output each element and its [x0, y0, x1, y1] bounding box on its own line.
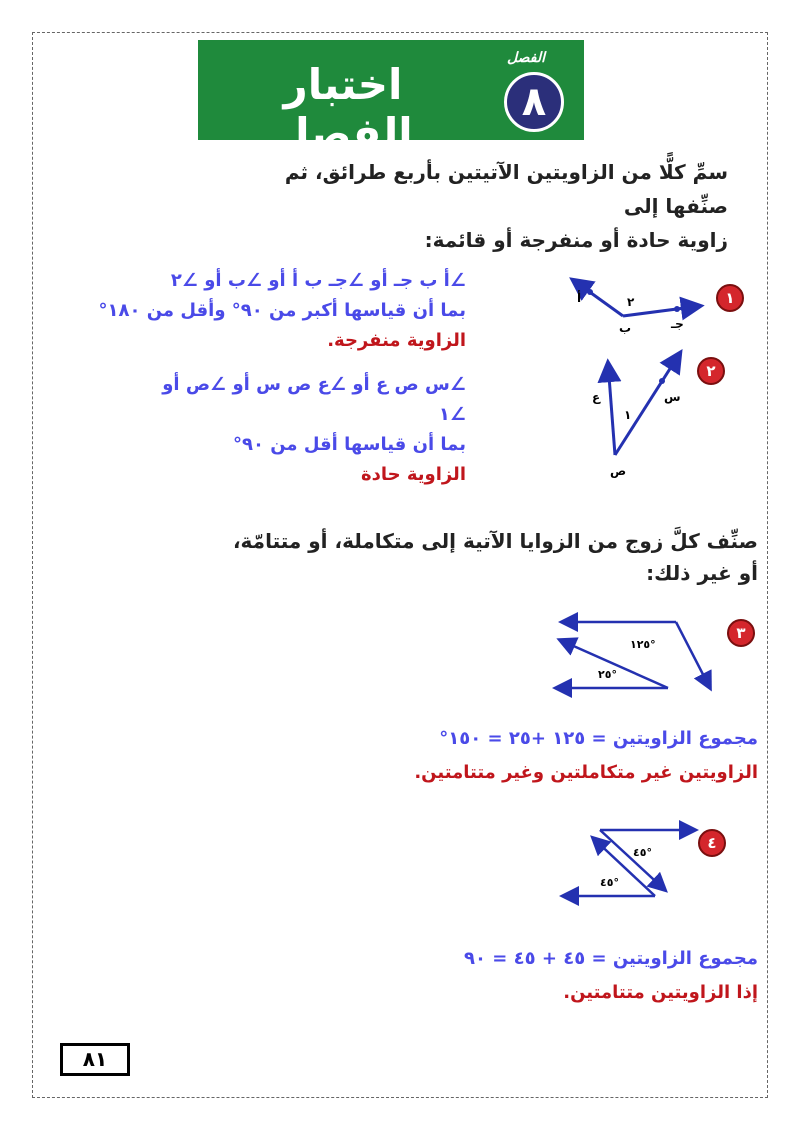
question-4-answer: [400, 942, 758, 1010]
fig2-label-e: ع: [592, 390, 601, 404]
q2-angle-names-line-1: ∠س ص ع أو ∠ع ص س أو ∠ص أو: [162, 374, 466, 395]
question-3-answer: [400, 722, 758, 790]
fig3-angle-2: ٢٥°: [598, 668, 617, 681]
instruction-2: [140, 525, 758, 589]
q2-reason: بما أن قياسها أقل من ٩٠°: [232, 434, 466, 455]
banner-title: اختبار الفصل: [273, 60, 413, 158]
page-number: ٨١: [60, 1043, 130, 1076]
question-1-figure: [555, 268, 715, 338]
q4-sum: مجموع الزاويتين = ٤٥ + ٤٥ = ٩٠: [464, 948, 758, 969]
question-4-number: ٤: [698, 829, 726, 857]
q1-angle-names: ∠أ ب جـ أو ∠جـ ب أ أو ∠ب أو ∠٢: [170, 270, 466, 291]
q2-result: الزاوية حادة: [360, 464, 466, 485]
q3-result: الزاويتين غير متكاملتين وغير متتامتين.: [414, 762, 758, 783]
fig1-label-b: ب: [619, 321, 632, 335]
chapter-banner: [198, 40, 584, 158]
q4-result: إذا الزاويتين متتامتين.: [563, 982, 758, 1003]
fig2-angle-label: ١: [624, 408, 632, 422]
q2-angle-names-line-2: ∠١: [438, 404, 466, 425]
instruction-2-line-1: صنِّف كلَّ زوج من الزوايا الآتية إلى متكاملة، أو متتامّة،: [232, 529, 758, 553]
instruction-1: [230, 155, 728, 257]
fig1-angle-label: ٢: [627, 295, 635, 309]
question-2-answer: [60, 370, 466, 490]
fig4-angle-1: ٤٥°: [633, 846, 652, 859]
instruction-2-line-2: أو غير ذلك:: [646, 561, 758, 585]
question-2-number: ٢: [697, 357, 725, 385]
q3-sum: مجموع الزاويتين = ١٢٥ +٢٥ = ١٥٠°: [439, 728, 758, 749]
question-2-figure: [580, 345, 700, 480]
q1-reason: بما أن قياسها أكبر من ٩٠° وأقل من ١٨٠°: [98, 300, 466, 321]
fig2-label-s: س: [664, 390, 681, 404]
chapter-label: الفصل: [507, 50, 545, 66]
instruction-1-line-1: سمِّ كلًّا من الزاويتين الآتيتين بأربع طرائق، ثم صنِّفها إلى: [284, 160, 728, 218]
fig1-label-c: جـ: [671, 317, 684, 331]
chapter-number-badge: ٨: [504, 72, 564, 132]
question-3-number: ٣: [727, 619, 755, 647]
question-1-number: ١: [716, 284, 744, 312]
fig4-angle-2: ٤٥°: [600, 876, 619, 889]
question-4-figure: [555, 818, 705, 908]
fig2-label-p: ص: [610, 464, 627, 478]
fig3-angle-1: ١٢٥°: [630, 638, 656, 651]
question-1-answer: [60, 266, 466, 356]
instruction-1-line-2: زاوية حادة أو منفرجة أو قائمة:: [424, 228, 728, 252]
question-3-figure: [548, 610, 718, 700]
q1-result: الزاوية منفرجة.: [327, 330, 466, 351]
fig1-label-a: أ: [577, 291, 582, 305]
